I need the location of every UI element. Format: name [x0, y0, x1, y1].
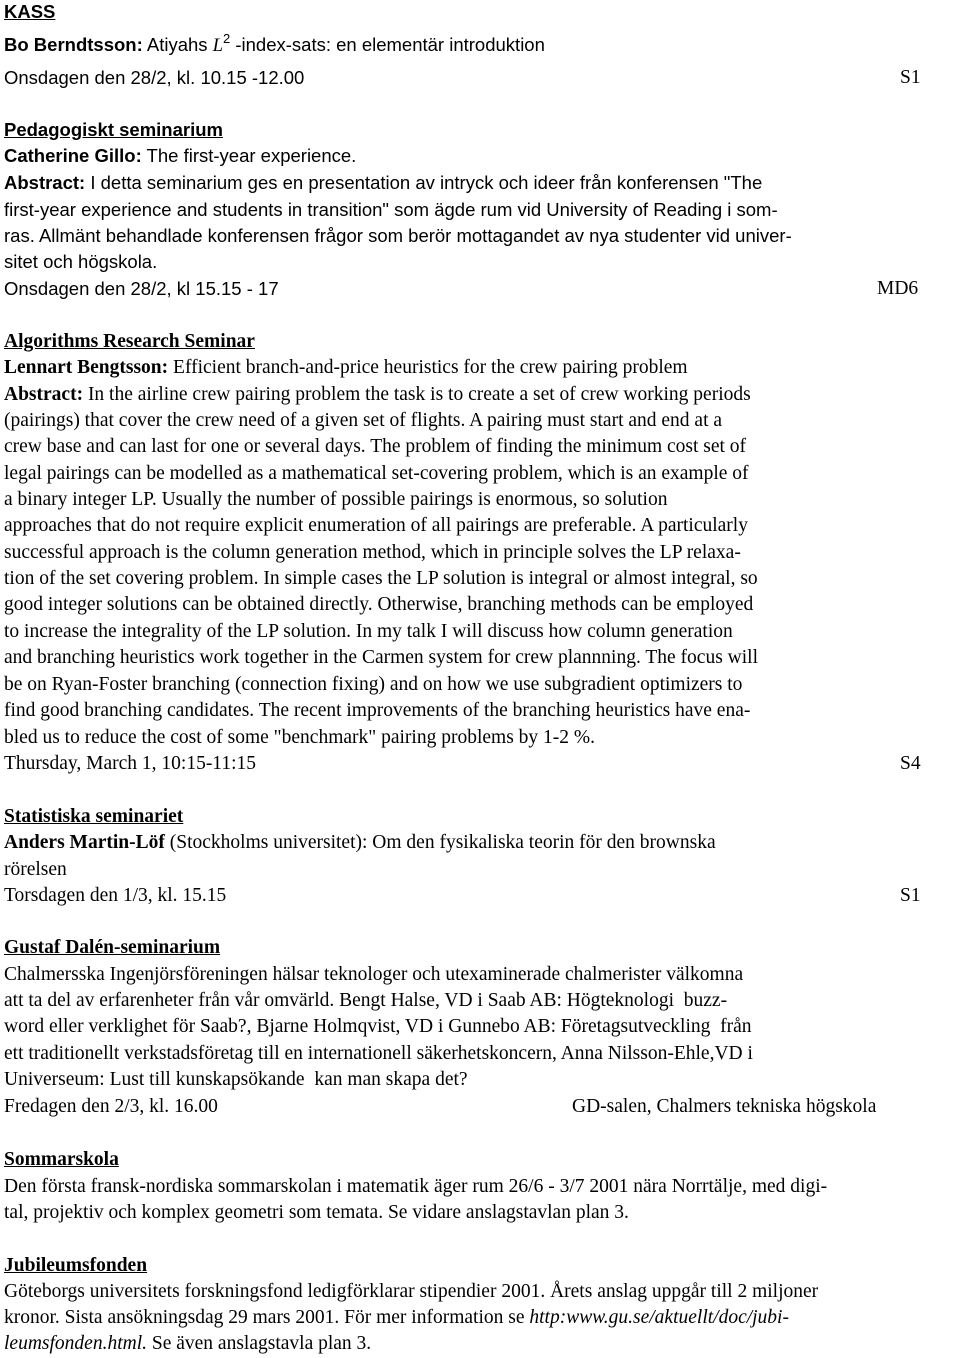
pedagogiskt-abstract-line — [4, 170, 762, 196]
dalen-when: Fredagen den 2/3, kl. 16.00 — [4, 1096, 218, 1117]
algorithms-when: Thursday, March 1, 10:15-11:15 — [4, 753, 257, 774]
jubileum-text-line — [4, 1305, 789, 1331]
algorithms-abstract-line: be on Ryan-Foster branching (connection fixing) and on how we use subgradient optimizers to — [4, 674, 743, 695]
pedagogiskt-when: Onsdagen den 28/2, kl 15.15 - 17 — [4, 278, 279, 299]
kass-heading: KASS — [4, 1, 56, 22]
dalen-text-line: att ta del av erfarenheter från vår omvärld. Bengt Halse, VD i Saab AB: Högteknologi buzz- — [4, 990, 728, 1011]
dalen-text-line: Universeum: Lust till kunskapsökande kan man skapa det? — [4, 1069, 468, 1090]
kass-title-pre: Atiyahs — [142, 34, 213, 55]
sommarskola-text-line: Den första fransk-nordiska sommarskolan i matematik äger rum 26/6 - 3/7 2001 nära Norrtälje, med digi- — [4, 1176, 828, 1197]
sommarskola-text-line: tal, projektiv och komplex geometri som temata. Se vidare anslagstavlan plan 3. — [4, 1202, 629, 1223]
algorithms-speaker: Lennart Bengtsson: — [4, 357, 169, 378]
algorithms-abstract-line: approaches that do not require explicit enumeration of all pairings are preferable. A particularly — [4, 515, 748, 536]
sommarskola-heading: Sommarskola — [4, 1149, 119, 1170]
pedagogiskt-speaker: Catherine Gillo: — [4, 145, 142, 166]
pedagogiskt-abstract-label: Abstract: — [4, 172, 86, 193]
statistiska-heading: Statistiska seminariet — [4, 806, 184, 827]
algorithms-title-line — [4, 355, 688, 381]
algorithms-title: Efficient branch-and-price heuristics for the crew pairing problem — [168, 357, 688, 378]
jubileum-text-line: Göteborgs universitets forskningsfond ledigförklarar stipendier 2001. Årets anslag uppgår till 2 miljoner — [4, 1281, 819, 1302]
pedagogiskt-title: The first-year experience. — [141, 145, 357, 166]
dalen-room: GD-salen, Chalmers tekniska högskola — [572, 1096, 877, 1117]
statistiska-title-line2: rörelsen — [4, 859, 67, 880]
pedagogiskt-abstract-line: ras. Allmänt behandlade konferensen frågor som berör mottagandet av nya studenter vid univer- — [4, 225, 792, 246]
kass-math-sup: 2 — [222, 31, 231, 46]
algorithms-abstract-line: and branching heuristics work together in the Carmen system for crew plannning. The focus will — [4, 647, 758, 668]
pedagogiskt-abstract-line: sitet och högskola. — [4, 251, 158, 272]
algorithms-abstract-line: find good branching candidates. The recent improvements of the branching heuristics have ena- — [4, 700, 751, 721]
dalen-text-line: word eller verklighet för Saab?, Bjarne Holmqvist, VD i Gunnebo AB: Företagsutveckling från — [4, 1016, 752, 1037]
algorithms-abstract-line: crew base and can last for one or several days. The problem of finding the minimum cost set of — [4, 436, 747, 457]
statistiska-speaker: Anders Martin-Löf — [4, 832, 165, 853]
pedagogiskt-heading: Pedagogiskt seminarium — [4, 119, 223, 140]
algorithms-abstract-line: good integer solutions can be obtained directly. Otherwise, branching methods can be employed — [4, 594, 754, 615]
pedagogiskt-room: MD6 — [877, 278, 919, 299]
algorithms-abstract-text: In the airline crew pairing problem the task is to create a set of crew working periods — [83, 384, 751, 405]
pedagogiskt-title-line — [4, 143, 356, 169]
kass-speaker: Bo Berndtsson: — [4, 34, 143, 55]
jubileum-text: kronor. Sista ansökningsdag 29 mars 2001. För mer information se — [4, 1307, 530, 1328]
kass-room: S1 — [900, 67, 921, 88]
dalen-text-line: Chalmersska Ingenjörsföreningen hälsar teknologer och utexaminerade chalmerister välkomna — [4, 964, 744, 985]
kass-when: Onsdagen den 28/2, kl. 10.15 -12.00 — [4, 67, 305, 88]
jubileum-url-link[interactable]: leumsfonden.html. — [4, 1333, 147, 1354]
pedagogiskt-abstract-text: I detta seminarium ges en presentation av intryck och ideer från konferensen "The — [85, 172, 763, 193]
algorithms-abstract-line: legal pairings can be modelled as a mathematical set-covering problem, which is an example of — [4, 463, 749, 484]
kass-title-line — [4, 32, 545, 59]
algorithms-abstract-line: successful approach is the column generation method, which in principle solves the LP relaxa- — [4, 542, 741, 563]
algorithms-abstract-line: bled us to reduce the cost of some "benchmark" pairing problems by 1-2 %. — [4, 727, 596, 748]
jubileum-text: Se även anslagstavla plan 3. — [146, 1333, 372, 1354]
pedagogiskt-abstract-line: first-year experience and students in transition" som ägde rum vid University of Reading i som- — [4, 199, 778, 220]
jubileum-url-link[interactable]: http:www.gu.se/aktuellt/doc/jubi- — [529, 1307, 789, 1328]
dalen-heading: Gustaf Dalén-seminarium — [4, 937, 221, 958]
algorithms-abstract-line: (pairings) that cover the crew need of a given set of flights. A pairing must start and end at a — [4, 410, 723, 431]
statistiska-room: S1 — [900, 885, 921, 906]
kass-math-L: L — [212, 36, 223, 56]
kass-title-post: -index-sats: en elementär introduktion — [230, 34, 545, 55]
algorithms-abstract-label: Abstract: — [4, 384, 84, 405]
jubileum-heading: Jubileumsfonden — [4, 1255, 148, 1276]
algorithms-abstract-line: to increase the integrality of the LP solution. In my talk I will discuss how column generation — [4, 621, 733, 642]
statistiska-title-line — [4, 830, 716, 856]
algorithms-heading: Algorithms Research Seminar — [4, 331, 255, 352]
algorithms-abstract-line — [4, 382, 751, 408]
algorithms-abstract-line: tion of the set covering problem. In simple cases the LP solution is integral or almost integral, so — [4, 568, 758, 589]
dalen-text-line: ett traditionellt verkstadsföretag till en internationell säkerhetskoncern, Anna Nilsson-Ehle,VD i — [4, 1043, 753, 1064]
algorithms-abstract-line: a binary integer LP. Usually the number of possible pairings is enormous, so solution — [4, 489, 668, 510]
statistiska-title: (Stockholms universitet): Om den fysikaliska teorin för den brownska — [164, 832, 716, 853]
statistiska-when: Torsdagen den 1/3, kl. 15.15 — [4, 885, 227, 906]
algorithms-room: S4 — [900, 753, 921, 774]
jubileum-text-line — [4, 1331, 371, 1357]
